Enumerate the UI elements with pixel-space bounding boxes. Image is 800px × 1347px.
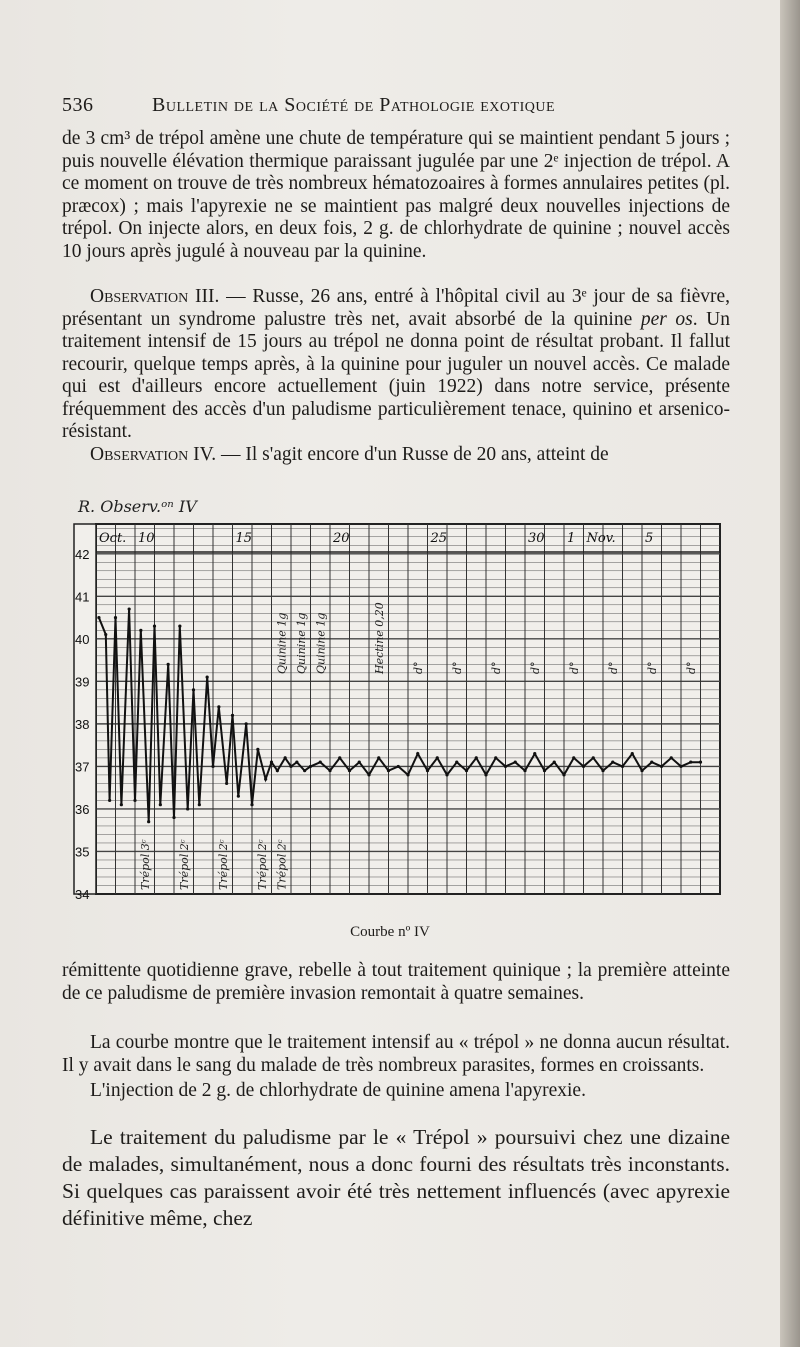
temperature-point: [679, 765, 682, 768]
date-marker-label: 25: [430, 531, 448, 546]
treatment-label-top: d°: [450, 661, 464, 674]
treatment-label-trepol: Trépol 2ᶜ: [216, 839, 230, 890]
temperature-point: [198, 803, 201, 806]
temperature-point: [689, 761, 692, 764]
temperature-point: [245, 722, 248, 725]
temperature-point: [348, 769, 351, 772]
temperature-point: [217, 705, 220, 708]
temperature-point: [484, 773, 487, 776]
y-tick-label: 40: [75, 631, 90, 647]
temperature-point: [319, 761, 322, 764]
paragraph-conclusion: Le traitement du paludisme par le « Trépol » poursuivi chez une dizaine de malades, simultanément, nous a donc fourni des résultats très inconstants. Si quelques cas paraissent avoir été très nettement influencés (avec apyrexie définitive même, chez: [62, 1125, 730, 1230]
date-marker-label: Nov.: [586, 531, 616, 546]
temperature-point: [562, 773, 565, 776]
temperature-point: [358, 761, 361, 764]
temperature-point: [270, 761, 273, 764]
date-marker-label: 20: [333, 531, 350, 546]
temperature-point: [159, 803, 162, 806]
treatment-label-top: d°: [489, 661, 503, 674]
temperature-point: [237, 795, 240, 798]
temperature-point: [139, 629, 142, 632]
y-tick-label: 37: [75, 759, 90, 775]
book-binding-edge: [780, 0, 800, 1347]
observation-3-italic: per os: [640, 308, 693, 330]
temperature-point: [289, 765, 292, 768]
temperature-point: [514, 761, 517, 764]
temperature-point: [377, 756, 380, 759]
temperature-point: [128, 607, 131, 610]
temperature-point: [660, 765, 663, 768]
temperature-point: [387, 769, 390, 772]
temperature-point: [631, 752, 634, 755]
treatment-label-top: d°: [606, 661, 620, 674]
temperature-point: [328, 769, 331, 772]
chart-handwritten-title: R. Observ.ᵒⁿ IV: [78, 497, 197, 516]
temperature-point: [264, 778, 267, 781]
temperature-point: [592, 756, 595, 759]
date-marker-label: 1: [567, 531, 576, 546]
y-tick-label: 34: [75, 887, 90, 902]
temperature-point: [397, 765, 400, 768]
temperature-axis-column: [74, 524, 96, 894]
treatment-label-trepol: Trépol 2ᶜ: [255, 839, 269, 890]
running-header: [62, 94, 728, 117]
treatment-label-top: Quinine 1g: [294, 612, 308, 674]
paragraph-quinine-result: L'injection de 2 g. de chlorhydrate de quinine amena l'apyrexie.: [90, 1080, 586, 1101]
journal-title: Bulletin de la Société de Pathologie exotique: [152, 94, 556, 116]
temperature-point: [455, 761, 458, 764]
temperature-point: [621, 765, 624, 768]
observation-3-label: Observation III.: [90, 286, 220, 307]
temperature-point: [670, 756, 673, 759]
observation-3-text-b: . Un traitement intensif de 15 jours au trépol ne donna point de résultat probant. Il fallut recourir, quelque temps après, à la quinine pour juguler un nouvel accès. Ce malade qui est d'ailleurs encore actuellement (juin 1922) dans notre service, présente fréquemment des accès d'un paludisme particulièrement tenace, quinino et arsenico-résistant.: [62, 308, 730, 442]
temperature-point: [640, 769, 643, 772]
temperature-point: [167, 663, 170, 666]
y-tick-label: 35: [75, 844, 90, 860]
date-marker-label: Oct.: [99, 531, 127, 546]
treatment-label-top: d°: [528, 661, 542, 674]
paragraph-observation-4: [62, 444, 730, 467]
temperature-point: [572, 756, 575, 759]
observation-4-label: Observation IV.: [90, 444, 217, 465]
temperature-point: [114, 616, 117, 619]
temperature-chart-svg: [72, 494, 722, 904]
date-marker-label: 15: [235, 531, 253, 546]
temperature-point: [256, 748, 259, 751]
temperature-point: [309, 765, 312, 768]
date-marker-label: 10: [138, 531, 155, 546]
y-tick-label: 39: [75, 674, 90, 690]
temperature-point: [97, 616, 100, 619]
y-tick-label: 41: [75, 589, 90, 605]
temperature-point: [504, 765, 507, 768]
temperature-point: [523, 769, 526, 772]
treatment-label-top: Quinine 1g: [314, 612, 328, 674]
temperature-point: [426, 769, 429, 772]
observation-4-text: — Il s'agit encore d'un Russe de 20 ans, atteint de: [220, 444, 609, 465]
temperature-point: [225, 782, 228, 785]
temperature-point: [178, 624, 181, 627]
temperature-point: [553, 761, 556, 764]
temperature-point: [465, 769, 468, 772]
treatment-label-trepol: Trépol 2ᶜ: [275, 839, 289, 890]
temperature-point: [120, 803, 123, 806]
temperature-point: [108, 799, 111, 802]
temperature-point: [303, 769, 306, 772]
temperature-point: [338, 756, 341, 759]
temperature-point: [211, 765, 214, 768]
observation-3-text-a: — Russe, 26 ans, entré à l'hôpital civil au 3ᵉ jour de sa fièvre, présentant un syndrome palustre très net, avait absorbé de la quinine: [62, 286, 730, 330]
temperature-point: [206, 676, 209, 679]
y-tick-label: 42: [75, 546, 90, 562]
temperature-point: [104, 633, 107, 636]
temperature-point: [650, 761, 653, 764]
temperature-point: [284, 756, 287, 759]
paragraph-curve-explanation: La courbe montre que le traitement intensif au « trépol » ne donna aucun résultat. Il y avait dans le sang du malade de très nombreux parasites, formes en croissants.: [62, 1032, 730, 1076]
temperature-point: [699, 761, 702, 764]
temperature-point: [436, 756, 439, 759]
treatment-label-top: Hectine 0,20: [372, 602, 386, 674]
temperature-point: [582, 765, 585, 768]
temperature-point: [543, 769, 546, 772]
date-marker-label: 5: [645, 531, 654, 546]
temperature-point: [367, 773, 370, 776]
temperature-point: [153, 624, 156, 627]
treatment-label-trepol: Trépol 2ᶜ: [177, 839, 191, 890]
temperature-point: [475, 756, 478, 759]
temperature-point: [133, 799, 136, 802]
temperature-point: [416, 752, 419, 755]
figure-caption: Courbe nº IV: [350, 924, 430, 940]
temperature-point: [276, 769, 279, 772]
temperature-point: [533, 752, 536, 755]
treatment-label-top: d°: [645, 661, 659, 674]
temperature-point: [192, 688, 195, 691]
temperature-point: [147, 820, 150, 823]
temperature-point: [406, 773, 409, 776]
treatment-label-top: d°: [684, 661, 698, 674]
temperature-point: [295, 761, 298, 764]
temperature-point: [494, 756, 497, 759]
paragraph-observation-3: [62, 286, 730, 444]
temperature-point: [250, 803, 253, 806]
paragraph-observation-2-end: de 3 cm³ de trépol amène une chute de température qui se maintient pendant 5 jours ; puis nouvelle élévation thermique paraissant jugulée par une 2ᵉ injection de trépol. A ce moment on trouve de très nombreux hématozoaires à formes annulaires petites (pl. præcox) ; mais l'apyrexie ne se maintient pas malgré deux nouvelles injections de trépol. On injecte alors, en deux fois, 2 g. de chlorhydrate de quinine ; nouvel accès 10 jours après jugulé à nouveau par la quinine.: [62, 128, 730, 262]
y-tick-label: 38: [75, 716, 90, 732]
treatment-label-top: Quinine 1g: [275, 612, 289, 674]
temperature-point: [231, 714, 234, 717]
treatment-label-top: d°: [567, 661, 581, 674]
y-tick-label: 36: [75, 801, 90, 817]
paragraph-observation-4-continued: rémittente quotidienne grave, rebelle à tout traitement quinique ; la première atteinte de ce paludisme de première invasion remontait à quatre semaines.: [62, 960, 730, 1004]
treatment-label-trepol: Trépol 3ᶜ: [138, 839, 152, 890]
temperature-chart: [72, 494, 722, 904]
temperature-point: [186, 807, 189, 810]
date-marker-label: 30: [528, 531, 545, 546]
page-number: 536: [62, 94, 94, 116]
treatment-label-top: d°: [411, 661, 425, 674]
temperature-point: [611, 761, 614, 764]
temperature-point: [601, 769, 604, 772]
temperature-point: [445, 773, 448, 776]
temperature-point: [172, 816, 175, 819]
